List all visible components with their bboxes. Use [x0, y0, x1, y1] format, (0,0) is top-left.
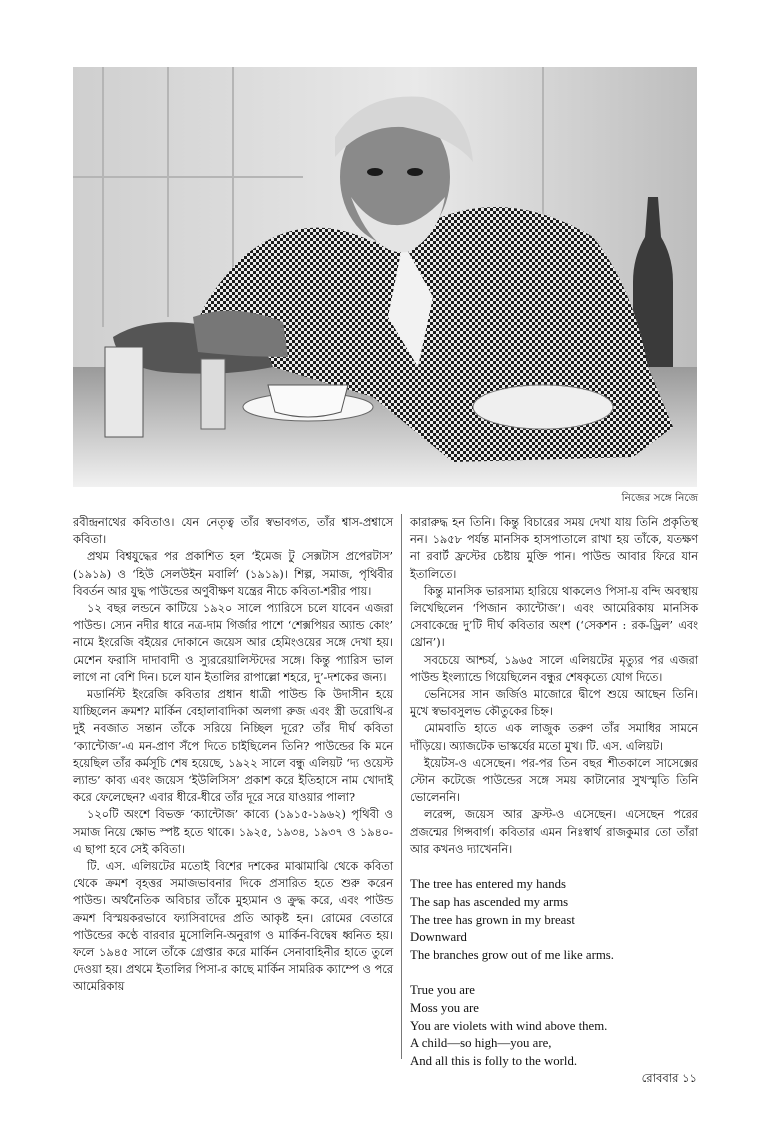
paragraph: মোমবাতি হাতে এক লাজুক তরুণ তাঁর সমাধির সামনে দাঁড়িয়ে। অ্যাজটেক ভাস্কর্যের মতো মুখ। টি. এস. এলিয়ট।: [410, 722, 698, 753]
poem-line: Downward: [410, 930, 467, 945]
paragraph: রবীন্দ্রনাথের কবিতাও। যেন নেতৃত্ব তাঁর স্বভাবগত, তাঁর শ্বাস-প্রশ্বাসে কবিতা।: [73, 516, 393, 547]
column-divider: [401, 514, 402, 1059]
paragraph: কারারুদ্ধ হন তিনি। কিন্তু বিচারের সময় দেখা যায় তিনি প্রকৃতিস্থ নন। ১৯৫৮ পর্যন্ত মানসিক হাসপাতালে রাখা হয় তাঁকে, যতক্ষণ না রবার্ট ফ্রস্টের চেষ্টায় মুক্তি পান। পাউন্ড আবার ফিরে যান ইতালিতে।: [410, 516, 698, 581]
article-left-column: [73, 514, 393, 996]
page-folio: রোববার ১১: [641, 1071, 697, 1085]
paragraph: লরেন্স, জয়েস আর ফ্রস্ট-ও এসেছেন। এসেছেন পরের প্রজন্মের গিন্সবার্গ। কবিতার এমন নিঃস্বার্থ রাজকুমার তো তাঁরা আর কখনও দ্যাখেননি।: [410, 808, 698, 856]
photo-caption: নিজের সঙ্গে নিজে: [621, 492, 698, 504]
paragraph: ভেনিসের সান জর্জিও মাজোরে দ্বীপে শুয়ে আছেন তিনি। মুখে স্বভাবসুলভ কৌতুকের চিহ্ন।: [410, 688, 698, 719]
article-right-column: [410, 514, 698, 1088]
poem-stanza: [410, 876, 698, 965]
paragraph: কিন্তু মানসিক ভারসাম্য হারিয়ে থাকলেও পিসা-য় বন্দি অবস্থায় লিখেছিলেন ‘পিজান ক্যান্টোজ’। এবং আমেরিকায় মানসিক সেবাকেন্দ্রে দু’টি দীর্ঘ কবিতার অংশ (‘সেকশন : রক-ড্রিল’ এবং থ্রোন’)।: [410, 584, 698, 650]
paragraph: ইয়েটস-ও এসেছেন। পর-পর তিন বছর শীতকালে সাসেক্সের স্টোন কটেজে পাউন্ডের সঙ্গে সময় কাটানোর সুখস্মৃতি তিনি ভোলেননি।: [410, 756, 698, 805]
portrait-illustration: [73, 67, 697, 487]
poem-line: The tree has entered my hands: [410, 877, 566, 892]
poem-line: A child—so high—you are,: [410, 1036, 552, 1051]
paragraph: টি. এস. এলিয়টের মতোই বিশের দশকের মাঝামাঝি থেকে কবিতা থেকে ক্রমশ বৃহত্তর সমাজভাবনার দিকে প্রসারিত হতে শুরু করেন পাউন্ড। অর্থনৈতিক অবিচার তাঁকে মুহ্যমান ও ক্রুদ্ধ করে, এবং পাউন্ড ক্রমশ বিস্ময়করভাবে ফ্যাসিবাদের প্রতি আকৃষ্ট হন। রোমের বেতারে পাউন্ডের কণ্ঠে বারবার মুসোলিনি-অনুরাগ ও মার্কিন-বিদ্বেষ ধ্বনিত হয়। ফলে ১৯৪৫ সালে তাঁকে গ্রেপ্তার করে মার্কিন সেনাবাহিনীর হাতে তুলে দেওয়া হয়। প্রথমে ইতালির পিসা-র কাছে মার্কিন সামরিক ক্যাম্পে ও পরে আমেরিকায়: [73, 860, 393, 994]
portrait-photo: [73, 67, 697, 487]
poem-stanza: [410, 982, 698, 1071]
poem-line: The sap has ascended my arms: [410, 894, 569, 909]
paragraph: সবচেয়ে আশ্চর্য, ১৯৬৫ সালে এলিয়টের মৃত্যুর পর এজরা পাউন্ড ইংল্যান্ডে গিয়েছিলেন বন্ধুর শেষকৃত্যে যোগ দিতে।: [410, 653, 698, 684]
poem-line: You are violets with wind above them.: [410, 1018, 608, 1033]
paragraph: ১২০টি অংশে বিভক্ত ‘ক্যান্টোজ’ কাব্যে (১৯১৫-১৯৬২) পৃথিবী ও সমাজ নিয়ে ক্ষোভ স্পষ্ট হতে থাকে। ১৯২৫, ১৯৩৪, ১৯৩৭ ও ১৯৪০-এ ছাপা হবে সেই কবিতা।: [73, 808, 393, 856]
poem-line: The branches grow out of me like arms.: [410, 948, 614, 963]
paragraph: ১২ বছর লন্ডনে কাটিয়ে ১৯২০ সালে প্যারিসে চলে যাবেন এজরা পাউন্ড। স্যেন নদীর ধারে নত্র-দাম গির্জার পাশে ‘শেক্সপিয়র অ্যান্ড কোং’ নামে ইংরেজি বইয়ের দোকানে জয়েস আর হেমিংওয়ের সঙ্গে দেখা হয়। মেশেন ফরাসি দাদাবাদী ও স্যুররেয়ালিস্টদের সঙ্গে। কিন্তু প্যারিস ভাল লাগে না বেশি দিন। চলে যান ইতালির রাপাল্লো শহরে, দু’-দশকের জন্য।: [73, 602, 393, 684]
poem-line: True you are: [410, 983, 475, 998]
poem-excerpt: [410, 876, 698, 1071]
paragraph: প্রথম বিশ্বযুদ্ধের পর প্রকাশিত হল ‘ইমেজ টু সেক্সটাস প্রপেরটাস’ (১৯১৯) ও ‘হিউ সেলউইন মবার্লি’ (১৯১৯)। শিল্প, সমাজ, পৃথিবীর বিবর্তন আর যুদ্ধ পাউন্ডের অণুবীক্ষণ যন্ত্রের নীচে কবিতা-শরীর পায়।: [73, 550, 393, 598]
poem-line: The tree has grown in my breast: [410, 912, 575, 927]
poem-line: And all this is folly to the world.: [410, 1054, 578, 1069]
poem-line: Moss you are: [410, 1000, 479, 1015]
paragraph: মডার্নিস্ট ইংরেজি কবিতার প্রধান ধাত্রী পাউন্ড কি উদাসীন হয়ে যাচ্ছিলেন ক্রমশ? মার্কিন বেহালাবাদিকা অলগা রুজ এবং স্ত্রী ডরোথি-র দুই নবজাত সন্তান তাঁকে সরিয়ে নিচ্ছিল দূরে? তাঁর দীর্ঘ কবিতা ‘ক্যান্টোজ’-এ মন-প্রাণ সঁপে দিতে চাইছিলেন তিনি? পাউন্ডের কি মনে হয়েছিল তাঁর কর্মসূচি শেষ হয়েছে, ১৯২২ সালে বন্ধু এলিয়ট ‘দ্য ওয়েস্ট ল্যান্ড’ কাব্য এবং জয়েস ‘ইউলিসিস’ প্রকাশ করে ইতিহাসে নাম খোদাই করে ফেলেছেন? এবার ধীরে-ধীরে তাঁর দূরে সরে যাওয়ার পালা?: [73, 688, 393, 805]
